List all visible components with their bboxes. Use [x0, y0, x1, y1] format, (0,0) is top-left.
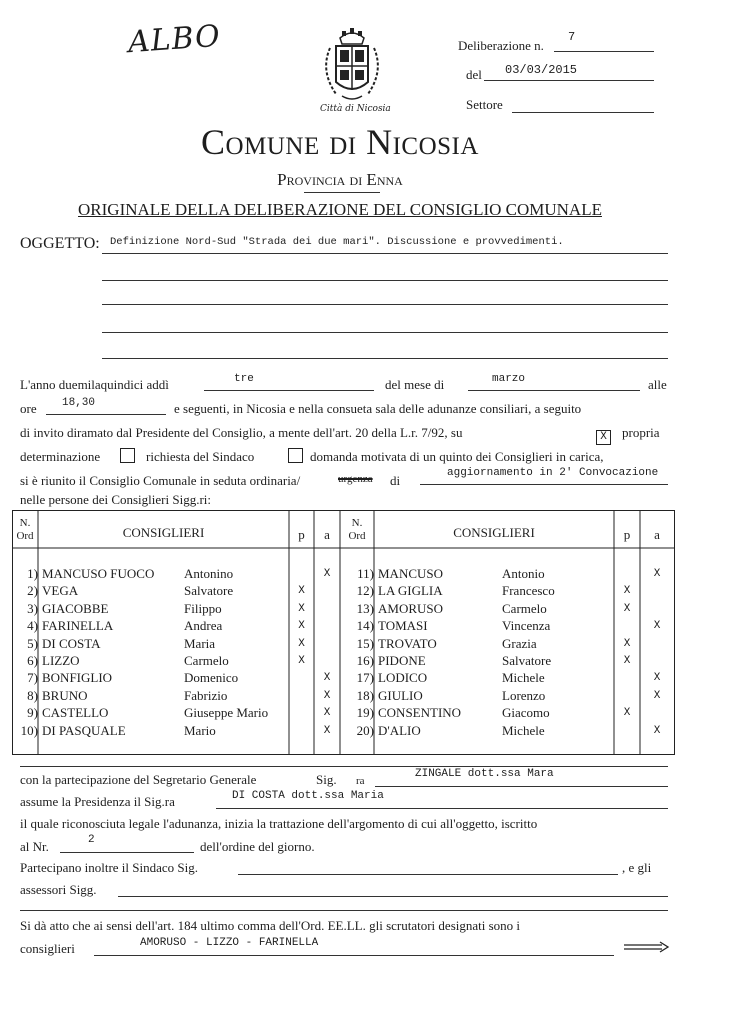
- intro-line6: nelle persone dei Consiglieri Sigg.ri:: [20, 492, 211, 507]
- intro-line1b: del mese di: [385, 377, 445, 392]
- page-title: Comune di Nicosia: [201, 122, 479, 162]
- footer-line1b: Sig.: [316, 772, 337, 787]
- first-name: Michele: [502, 722, 545, 738]
- ord-number: 8): [27, 687, 38, 703]
- first-name: Filippo: [184, 600, 222, 616]
- oggetto-value: Definizione Nord-Sud "Strada dei due mari". Discussione e provvedimenti.: [110, 236, 564, 248]
- surname: AMORUSO: [378, 600, 444, 616]
- surname: D'ALIO: [378, 722, 421, 738]
- intro-line3-end: propria: [622, 425, 660, 440]
- intro-month: marzo: [492, 373, 526, 385]
- ord-number: 19): [356, 705, 374, 721]
- table-row: [12, 566, 674, 583]
- table-row: [12, 670, 674, 687]
- item-number-line: [60, 852, 194, 853]
- present-mark: X: [298, 585, 305, 598]
- footer-line8: consiglieri: [20, 941, 75, 956]
- absent-mark: X: [323, 689, 331, 702]
- ord-number: 13): [356, 600, 374, 616]
- absent-mark: X: [653, 689, 661, 702]
- footer-line7: Si dà atto che ai sensi dell'art. 184 ultimo comma dell'Ord. EE.LL. gli scrutatori designati sono i: [20, 918, 521, 933]
- deliberazione-label: Deliberazione n.: [458, 38, 544, 53]
- surname: DI COSTA: [42, 635, 101, 651]
- absent-mark: X: [323, 568, 331, 580]
- surname: MANCUSO FUOCO: [42, 566, 155, 581]
- header-a-2: a: [654, 527, 660, 542]
- footer-line3: il quale riconosciuta legale l'adunanza, inizia la trattazione dell'argomento di cui all'oggetto, iscritto: [20, 816, 538, 831]
- title-rule: [304, 192, 380, 193]
- intro-line4a: determinazione: [20, 449, 101, 464]
- oggetto-line-1: [102, 253, 668, 254]
- first-name: Francesco: [502, 583, 555, 599]
- deliberazione-number-line: [554, 51, 654, 52]
- header-consiglieri-1: CONSIGLIERI: [122, 525, 205, 540]
- ord-number: 10): [20, 722, 38, 738]
- first-name: Mario: [184, 722, 216, 738]
- ord-number: 3): [27, 600, 38, 616]
- table-row: [12, 688, 674, 705]
- absent-mark: X: [653, 724, 661, 737]
- header-p-2: p: [623, 527, 631, 542]
- first-name: Fabrizio: [184, 687, 228, 703]
- header-ord-2: N. Ord: [348, 517, 366, 542]
- deliberazione-number: 7: [568, 30, 576, 44]
- assessori-line: [118, 896, 668, 897]
- coat-caption: Città di Nicosia: [320, 104, 391, 114]
- present-mark: X: [298, 620, 305, 633]
- ord-number: 20): [356, 722, 374, 738]
- first-name: Grazia: [502, 635, 537, 651]
- first-name: Salvatore: [502, 653, 552, 668]
- document-subtitle: ORIGINALE DELLA DELIBERAZIONE DEL CONSIGLIO COMUNALE: [78, 200, 602, 219]
- oggetto-label: OGGETTO:: [20, 235, 100, 252]
- continue-arrow-icon: [622, 940, 670, 959]
- intro-line1c: alle: [648, 377, 667, 392]
- ord-number: 18): [356, 687, 374, 703]
- intro-day-line: [204, 390, 374, 391]
- absent-mark: X: [323, 707, 331, 720]
- date-label: del: [466, 67, 482, 82]
- table-row: [12, 636, 674, 653]
- settore-label: Settore: [466, 97, 503, 112]
- intro-line3: di invito diramato dal Presidente del Consiglio, a mente dell'art. 20 della L.r. 7/92, su: [20, 425, 463, 440]
- surname: LA GIGLIA: [378, 583, 443, 599]
- oggetto-line-5: [102, 358, 668, 359]
- footer-line4a: al Nr.: [20, 839, 49, 854]
- first-name: Antonio: [502, 566, 545, 581]
- header-a-1: a: [324, 527, 330, 542]
- presidente-line: [216, 808, 668, 809]
- surname: LODICO: [378, 670, 428, 686]
- scrutatori-names: AMORUSO - LIZZO - FARINELLA: [140, 937, 319, 949]
- first-name: Giuseppe Mario: [184, 705, 269, 721]
- checkbox-proposal-mark: X: [596, 430, 611, 445]
- segretario-line: [375, 786, 668, 787]
- present-mark: X: [623, 707, 631, 720]
- header-consiglieri-2: CONSIGLIERI: [453, 525, 535, 540]
- item-number: 2: [88, 834, 95, 846]
- surname: MANCUSO: [378, 566, 444, 581]
- first-name: Antonino: [184, 566, 234, 581]
- table-row: [12, 653, 674, 670]
- ord-number: 9): [27, 705, 38, 721]
- present-mark: X: [298, 637, 305, 650]
- table-row: [12, 705, 674, 722]
- surname: FARINELLA: [42, 618, 114, 634]
- absent-mark: X: [653, 620, 661, 633]
- absent-mark: X: [653, 568, 661, 580]
- surname: VEGA: [42, 583, 79, 599]
- surname: DI PASQUALE: [42, 722, 126, 738]
- sindaco-line: [238, 874, 618, 875]
- intro-line5a: si è riunito il Consiglio Comunale in seduta ordinaria/: [20, 473, 301, 488]
- scrutatori-line: [94, 955, 614, 956]
- intro-line2a: ore: [20, 401, 37, 416]
- header-p-1: p: [298, 527, 305, 542]
- ord-number: 17): [356, 670, 374, 686]
- intro-day: tre: [234, 373, 254, 385]
- first-name: Domenico: [184, 670, 239, 686]
- footer-line5b: , e gli: [622, 860, 652, 875]
- surname: BRUNO: [42, 687, 88, 703]
- surname: TROVATO: [378, 635, 437, 651]
- first-name: Andrea: [184, 618, 223, 634]
- ord-number: 4): [27, 618, 38, 634]
- footer-line5a: Partecipano inoltre il Sindaco Sig.: [20, 860, 198, 875]
- present-mark: X: [623, 655, 631, 667]
- ord-number: 14): [356, 618, 374, 634]
- intro-line4b: richiesta del Sindaco: [146, 449, 255, 464]
- date-value: 03/03/2015: [505, 63, 578, 77]
- present-mark: X: [623, 602, 631, 615]
- footer-line4b: dell'ordine del giorno.: [200, 839, 315, 854]
- intro-line2b: e seguenti, in Nicosia e nella consueta sala delle adunanze consiliari, a seguito: [174, 401, 582, 416]
- intro-line4c: domanda motivata di un quinto dei Consiglieri in carica,: [310, 449, 604, 464]
- present-mark: X: [623, 637, 631, 650]
- table-row: [12, 723, 674, 740]
- first-name: Lorenzo: [502, 687, 546, 703]
- first-name: Vincenza: [502, 618, 551, 634]
- surname: TOMASI: [378, 618, 428, 634]
- ord-number: 2): [27, 583, 38, 599]
- ord-number: 1): [27, 566, 38, 581]
- present-mark: X: [298, 602, 305, 615]
- first-name: Salvatore: [184, 583, 234, 599]
- ord-number: 6): [27, 653, 38, 668]
- footer-line6: assessori Sigg.: [20, 882, 97, 897]
- intro-hour-line: [46, 414, 166, 415]
- intro-struck-urgenza: urgenza: [338, 473, 373, 485]
- segretario-name: ZINGALE dott.ssa Mara: [415, 768, 554, 780]
- province-subtitle: Provincia di Enna: [277, 170, 403, 189]
- absent-mark: X: [653, 672, 661, 685]
- absent-mark: X: [323, 724, 331, 737]
- checkbox-determinazione: [120, 448, 135, 466]
- surname: CASTELLO: [42, 705, 109, 721]
- surname: CONSENTINO: [378, 705, 462, 721]
- surname: BONFIGLIO: [42, 670, 113, 686]
- date-line: [484, 80, 654, 81]
- surname: LIZZO: [42, 653, 80, 668]
- intro-line1a: L'anno duemilaquindici addì: [20, 377, 169, 392]
- session-type: aggiornamento in 2' Convocazione: [447, 467, 659, 479]
- header-ord-1: N. Ord: [16, 517, 34, 542]
- footer-line1a: con la partecipazione del Segretario Generale: [20, 772, 257, 787]
- handwritten-annotation: ALBO: [126, 18, 222, 61]
- present-mark: X: [298, 655, 305, 667]
- first-name: Carmelo: [184, 653, 229, 668]
- table-row: [12, 618, 674, 635]
- section-divider-2: [20, 910, 668, 911]
- table-row: [12, 601, 674, 618]
- footer-line2a: assume la Presidenza il Sig.ra: [20, 794, 175, 809]
- first-name: Maria: [184, 635, 216, 651]
- surname: PIDONE: [378, 653, 426, 668]
- table-row: [12, 583, 674, 600]
- intro-month-line: [468, 390, 640, 391]
- ord-number: 16): [356, 653, 374, 668]
- footer-line1c: ra: [356, 775, 365, 787]
- surname: GIULIO: [378, 687, 423, 703]
- ord-number: 15): [356, 635, 374, 651]
- oggetto-line-3: [102, 304, 668, 305]
- session-type-line: [420, 484, 668, 485]
- intro-line5b: di: [390, 473, 401, 488]
- oggetto-line-2: [102, 280, 668, 281]
- ord-number: 12): [356, 583, 374, 599]
- first-name: Carmelo: [502, 600, 547, 616]
- section-divider: [20, 766, 668, 767]
- settore-line: [512, 112, 654, 113]
- intro-hour: 18,30: [62, 397, 96, 409]
- checkbox-proposal: [596, 424, 611, 445]
- absent-mark: X: [323, 672, 331, 685]
- first-name: Michele: [502, 670, 545, 686]
- present-mark: X: [623, 585, 631, 598]
- surname: GIACOBBE: [42, 600, 109, 616]
- oggetto-line-4: [102, 332, 668, 333]
- table-header: [12, 513, 674, 549]
- ord-number: 5): [27, 635, 38, 651]
- first-name: Giacomo: [502, 705, 550, 721]
- ord-number: 11): [357, 566, 374, 581]
- presidente-name: DI COSTA dott.ssa Maria: [232, 790, 384, 802]
- checkbox-sindaco: [288, 448, 303, 466]
- ord-number: 7): [27, 670, 38, 686]
